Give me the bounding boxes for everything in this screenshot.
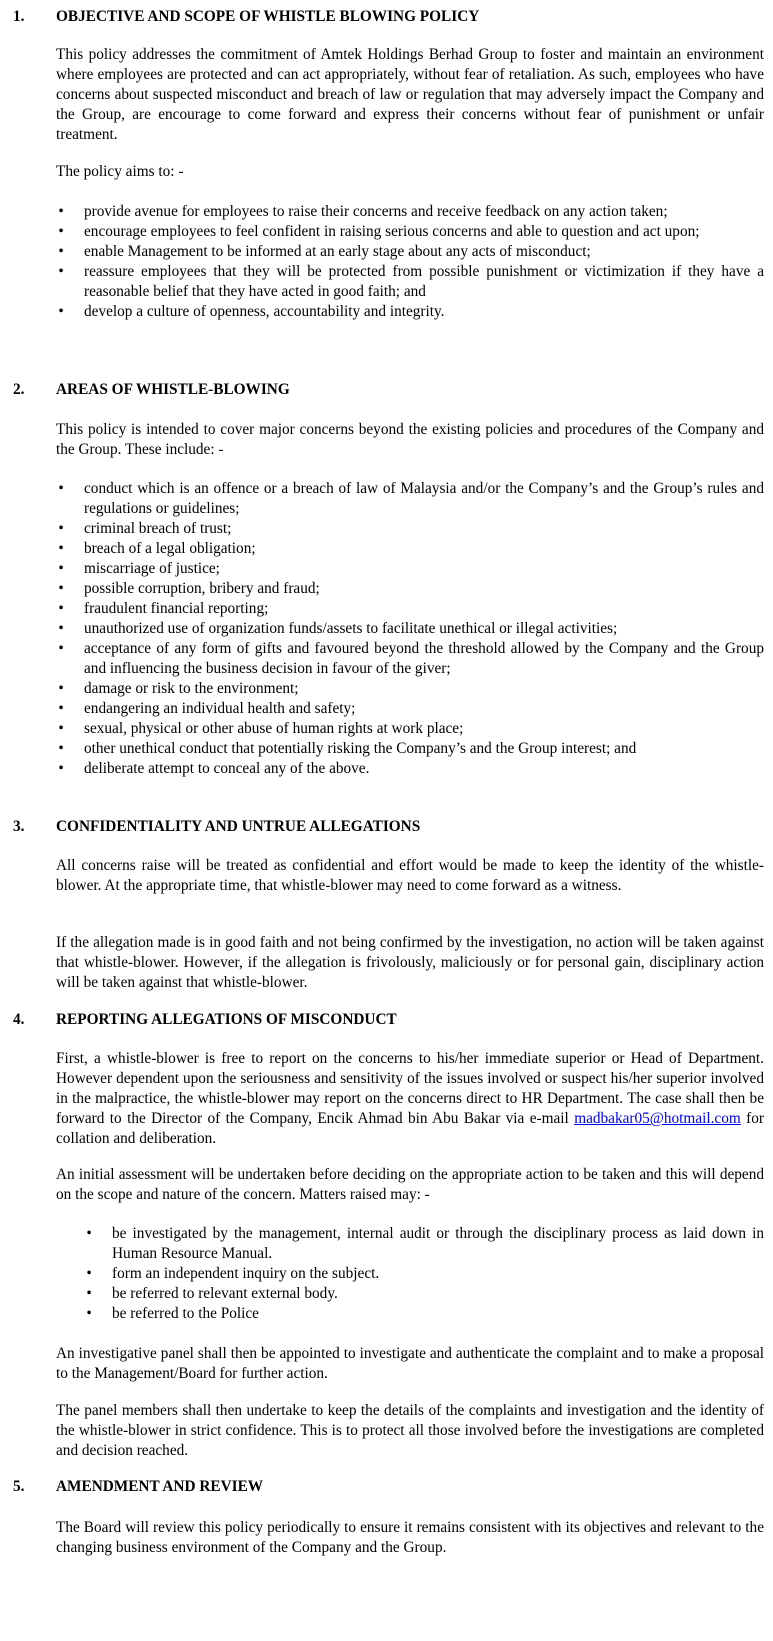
section-heading [0, 817, 773, 837]
list-item: • fraudulent financial reporting; [56, 599, 764, 619]
paragraph: The policy aims to: - [56, 163, 184, 180]
list-item: • miscarriage of justice; [56, 559, 764, 579]
bullet-icon: • [58, 243, 64, 260]
list-item: • unauthorized use of organization funds/assets to facilitate unethical or illegal activities; [56, 619, 764, 639]
paragraph: The Board will review this policy periodically to ensure it remains consistent with its objectives and relevant to the changing business environment of the Company and the Group. [56, 1519, 764, 1556]
paragraph: First, a whistle-blower is free to report on the concerns to his/her immediate superior or Head of Department. However dependent upon the seriousness and sensitivity of the issues involved or suspect his/her superior involved in the malpractice, the whistle-blower may report on the concerns direct to HR Department. The case shall then be forward to the Director of the Company, Encik Ahmad bin Abu Bakar via e-mail madbakar05@hotmail.com for collation and deliberation. [56, 1050, 764, 1147]
list-item: • sexual, physical or other abuse of human rights at work place; [56, 719, 764, 739]
bullet-icon: • [58, 560, 64, 577]
bullet-icon: • [86, 1285, 92, 1302]
list-item: • form an independent inquiry on the subject. [84, 1264, 764, 1284]
bullet-icon: • [58, 520, 64, 537]
bullet-icon: • [58, 680, 64, 697]
paragraph: An investigative panel shall then be appointed to investigate and authenticate the complaint and to make a proposal to the Management/Board for further action. [56, 1345, 764, 1382]
bullet-list [56, 202, 764, 322]
section-title: OBJECTIVE AND SCOPE OF WHISTLE BLOWING POLICY [56, 8, 480, 25]
list-item: • criminal breach of trust; [56, 519, 764, 539]
paragraph: An initial assessment will be undertaken before deciding on the appropriate action to be taken and this will depend on the scope and nature of the concern. Matters raised may: - [56, 1166, 764, 1203]
section-number: 2. [13, 381, 25, 398]
section-areas-whistle-blowing [0, 380, 773, 777]
paragraph: This policy addresses the commitment of Amtek Holdings Berhad Group to foster and maintain an environment where employees are protected and can act appropriately, without fear of retaliation. As such, employees who have concerns about suspected misconduct and breach of law or regulation that may adversely impact the Company and the Group, are encourage to come forward and express their concerns without fear of punishment or unfair treatment. [56, 46, 764, 143]
section-heading [0, 380, 773, 400]
bullet-icon: • [58, 620, 64, 637]
bullet-icon: • [58, 700, 64, 717]
list-item: • be referred to the Police [84, 1304, 764, 1324]
list-item: • breach of a legal obligation; [56, 539, 764, 559]
bullet-icon: • [58, 263, 64, 280]
section-reporting-allegations [0, 1010, 773, 1459]
section-objective-scope [0, 7, 773, 320]
list-item: • acceptance of any form of gifts and favoured beyond the threshold allowed by the Company and the Group and influencing the business decision in favour of the giver; [56, 639, 764, 679]
paragraph: The panel members shall then undertake to keep the details of the complaints and investigation and the identity of the whistle-blower in strict confidence. This is to protect all those involved before the investigations are completed and decision reached. [56, 1402, 764, 1459]
bullet-icon: • [58, 600, 64, 617]
bullet-icon: • [86, 1225, 92, 1242]
list-item: • endangering an individual health and safety; [56, 699, 764, 719]
list-item: • develop a culture of openness, accountability and integrity. [56, 302, 764, 322]
list-item: • enable Management to be informed at an early stage about any acts of misconduct; [56, 242, 764, 262]
bullet-icon: • [58, 540, 64, 557]
list-item: • be investigated by the management, internal audit or through the disciplinary process as laid down in Human Resource Manual. [84, 1224, 764, 1264]
bullet-icon: • [58, 760, 64, 777]
section-number: 5. [13, 1478, 25, 1495]
section-number: 3. [13, 818, 25, 835]
section-title: AREAS OF WHISTLE-BLOWING [56, 381, 290, 398]
list-item: • encourage employees to feel confident in raising serious concerns and able to question and act upon; [56, 222, 764, 242]
section-title: CONFIDENTIALITY AND UNTRUE ALLEGATIONS [56, 818, 421, 835]
list-item: • other unethical conduct that potentially risking the Company’s and the Group interest; and [56, 739, 764, 759]
list-item: • deliberate attempt to conceal any of the above. [56, 759, 764, 779]
bullet-icon: • [58, 480, 64, 497]
bullet-icon: • [58, 303, 64, 320]
bullet-icon: • [58, 580, 64, 597]
section-amendment-review [0, 1477, 773, 1556]
section-number: 1. [13, 8, 25, 25]
list-item: • provide avenue for employees to raise their concerns and receive feedback on any action taken; [56, 202, 764, 222]
section-heading [0, 1477, 773, 1497]
bullet-list [56, 479, 764, 779]
bullet-icon: • [58, 740, 64, 757]
paragraph: All concerns raise will be treated as confidential and effort would be made to keep the identity of the whistle-blower. At the appropriate time, that whistle-blower may need to come forward as a witness. [56, 857, 764, 894]
bullet-icon: • [58, 223, 64, 240]
list-item: • possible corruption, bribery and fraud; [56, 579, 764, 599]
paragraph: If the allegation made is in good faith and not being confirmed by the investigation, no action will be taken against that whistle-blower. However, if the allegation is frivolously, maliciously or for personal gain, disciplinary action will be taken against that whistle-blower. [56, 934, 764, 991]
section-confidentiality [0, 817, 773, 991]
list-item: • reassure employees that they will be protected from possible punishment or victimization if they have a reasonable belief that they have acted in good faith; and [56, 262, 764, 302]
bullet-icon: • [58, 640, 64, 657]
bullet-icon: • [58, 203, 64, 220]
section-heading [0, 1010, 773, 1030]
list-item: • be referred to relevant external body. [84, 1284, 764, 1304]
list-item: • conduct which is an offence or a breach of law of Malaysia and/or the Company’s and the Group’s rules and regulations or guidelines; [56, 479, 764, 519]
email-link[interactable]: madbakar05@hotmail.com [574, 1110, 741, 1127]
list-item: • damage or risk to the environment; [56, 679, 764, 699]
section-title: REPORTING ALLEGATIONS OF MISCONDUCT [56, 1011, 397, 1028]
section-title: AMENDMENT AND REVIEW [56, 1478, 264, 1495]
section-heading [0, 7, 773, 27]
bullet-icon: • [86, 1265, 92, 1282]
section-number: 4. [13, 1011, 25, 1028]
paragraph: This policy is intended to cover major concerns beyond the existing policies and procedures of the Company and the Group. These include: - [56, 421, 764, 458]
bullet-list [84, 1224, 764, 1324]
bullet-icon: • [86, 1305, 92, 1322]
bullet-icon: • [58, 720, 64, 737]
